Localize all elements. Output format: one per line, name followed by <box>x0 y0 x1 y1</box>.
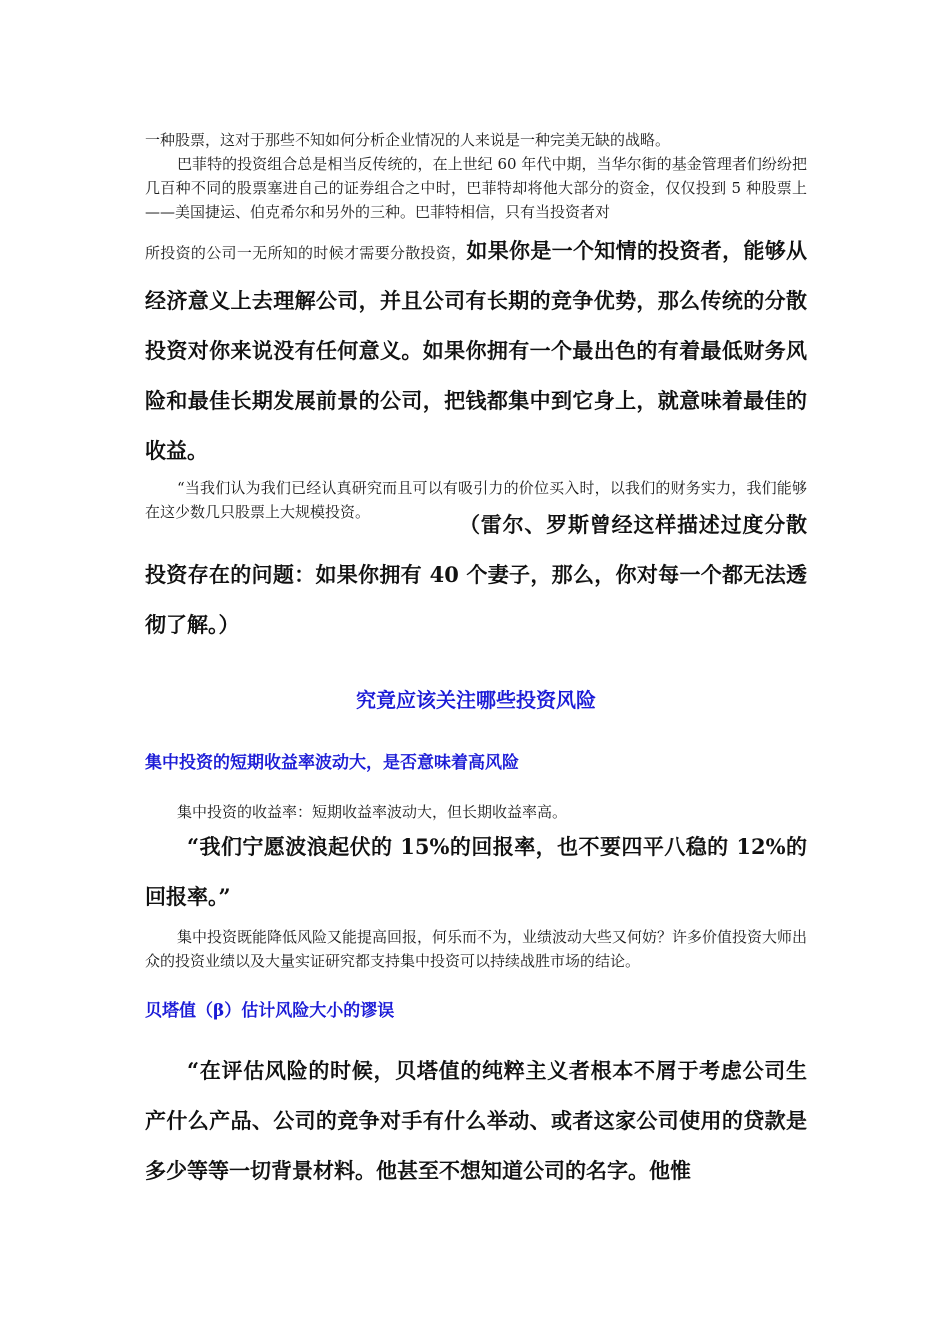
paragraph-wives-analogy <box>145 500 807 650</box>
diversification-lead-text: 所投资的公司一无所知的时候才需要分散投资， <box>145 244 467 262</box>
quote-returns: “我们宁愿波浪起伏的 15%的回报率，也不要四平八稳的 12%的回报率。” <box>145 834 807 909</box>
quote-concentration-line: “当我们认为我们已经认真研究而且可以有吸引力的价位买入时，以我们的财务实力，我们能够在这少数几只股票上大规模投资。 <box>145 479 807 521</box>
paragraph-buffett-portfolio: 巴菲特的投资组合总是相当反传统的，在上世纪 60 年代中期，当华尔街的基金管理者们纷纷把几百种不同的股票塞进自己的证券组合之中时，巴菲特却将他大部分的资金，仅仅投到 5 种股票上——美国捷运、伯克希尔和另外的三种。巴菲特相信，只有当投资者对 <box>145 155 807 221</box>
subheading-volatility: 集中投资的短期收益率波动大，是否意味着高风险 <box>145 753 519 773</box>
paragraph-intro-end: 一种股票，这对于那些不知如何分析企业情况的人来说是一种完美无缺的战略。 <box>145 131 671 149</box>
subheading-beta: 贝塔值（β）估计风险大小的谬误 <box>145 1001 395 1021</box>
diversification-emphasis-text: 如果你是一个知情的投资者，能够从经济意义上去理解公司，并且公司有长期的竞争优势，那么传统的分散投资对你来说没有任何意义。如果你拥有一个最出色的有着最低财务风险和最佳长期发展前景的公司，把钱都集中到它身上，就意味着最佳的收益。 <box>145 238 807 463</box>
paragraph-risk-reward: 集中投资既能降低风险又能提高回报，何乐而不为，业绩波动大些又何妨？许多价值投资大师出众的投资业绩以及大量实证研究都支持集中投资可以持续战胜市场的结论。 <box>145 928 808 970</box>
quote-beta-purist: “在评估风险的时候，贝塔值的纯粹主义者根本不屑于考虑公司生产什么产品、公司的竞争对手有什么举动、或者这家公司使用的贷款是多少等等一切背景材料。他甚至不想知道公司的名字。他惟 <box>145 1058 807 1183</box>
section-title: 究竟应该关注哪些投资风险 <box>356 688 596 712</box>
wives-analogy-text: （雷尔、罗斯曾经这样描述过度分散投资存在的问题：如果你拥有 40 个妻子，那么，你对每一个都无法透彻了解。） <box>145 512 807 637</box>
paragraph-concentration-returns: 集中投资的收益率：短期收益率波动大，但长期收益率高。 <box>177 803 568 821</box>
paragraph-diversification <box>145 226 807 476</box>
